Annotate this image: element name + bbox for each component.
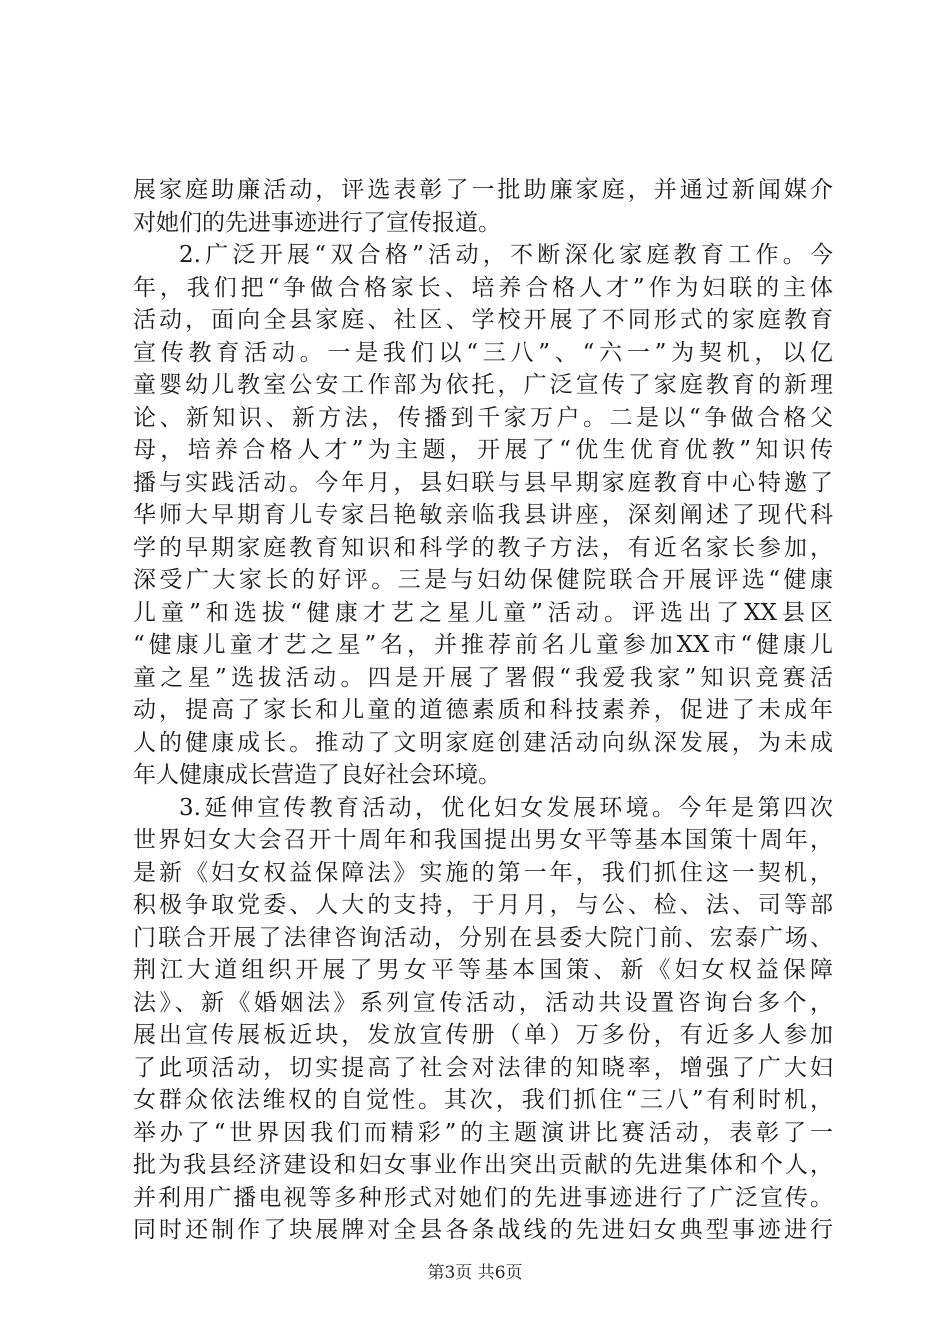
text-line: 世界妇女大会召开十周年和我国提出男女平等基本国策十周年， — [133, 827, 833, 853]
text-line: 并利用广播电视等多种形式对她们的先进事迹进行了广泛宣传。 — [133, 1184, 833, 1211]
text-line: 举办了“世界因我们而精彩”的主题演讲比赛活动，表彰了一 — [133, 1119, 833, 1146]
text-line: 活动，面向全县家庭、社区、学校开展了不同形式的家庭教育 — [133, 307, 833, 333]
body-text — [133, 174, 833, 1247]
text-line: 同时还制作了块展牌对全县各条战线的先进妇女典型事迹进行 — [133, 1217, 833, 1243]
text-line: 3.延伸宣传教育活动，优化妇女发展环境。今年是第四次 — [179, 794, 833, 821]
text-line: 了此项活动，切实提高了社会对法律的知晓率，增强了广大妇 — [133, 1054, 833, 1081]
text-line: 宣传教育活动。一是我们以“三八”、“六一”为契机，以亿 — [133, 339, 833, 366]
text-line: 动，提高了家长和儿童的道德素质和科技素养，促进了未成年 — [133, 697, 833, 723]
text-line: 展出宣传展板近块，发放宣传册（单）万多份，有近多人参加 — [133, 1022, 833, 1048]
text-line: 年，我们把“争做合格家长、培养合格人才”作为妇联的主体 — [133, 274, 833, 301]
text-line: 年人健康成长营造了良好社会环境。 — [133, 762, 501, 788]
text-line: 论、新知识、新方法，传播到千家万户。二是以“争做合格父 — [133, 404, 833, 431]
text-line: 深受广大家长的好评。三是与妇幼保健院联合开展评选“健康 — [133, 567, 833, 593]
text-line: 荆江大道组织开展了男女平等基本国策、新《妇女权益保障 — [133, 957, 833, 983]
text-line: 播与实践活动。今年月，县妇联与县早期家庭教育中心特邀了 — [133, 469, 833, 496]
text-line: 童之星”选拔活动。四是开展了署假“我爱我家”知识竞赛活 — [133, 664, 833, 691]
text-line: 母，培养合格人才”为主题，开展了“优生优育优教”知识传 — [133, 437, 833, 463]
text-line: 是新《妇女权益保障法》实施的第一年，我们抓住这一契机， — [133, 859, 833, 886]
text-line: 人的健康成长。推动了文明家庭创建活动向纵深发展，为未成 — [133, 729, 833, 756]
text-line: 积极争取党委、人大的支持，于月月，与公、检、法、司等部 — [133, 892, 833, 918]
text-line: “健康儿童才艺之星”名，并推荐前名儿童参加XX市“健康儿 — [133, 632, 833, 658]
text-line: 批为我县经济建设和妇女事业作出突出贡献的先进集体和个人， — [133, 1152, 833, 1178]
text-line: 展家庭助廉活动，评选表彰了一批助廉家庭，并通过新闻媒介 — [133, 177, 833, 203]
text-line: 2.广泛开展“双合格”活动，不断深化家庭教育工作。今 — [179, 242, 833, 268]
text-line: 学的早期家庭教育知识和科学的教子方法，有近名家长参加， — [133, 534, 833, 561]
text-line: 童婴幼儿教室公安工作部为依托，广泛宣传了家庭教育的新理 — [133, 372, 833, 398]
text-line: 儿童”和选拔“健康才艺之星儿童”活动。评选出了XX县区 — [133, 599, 833, 626]
page-footer: 第3页 共6页 — [427, 1263, 523, 1283]
text-line: 门联合开展了法律咨询活动，分别在县委大院门前、宏泰广场、 — [133, 924, 833, 951]
text-line: 女群众依法维权的自觉性。其次，我们抓住“三八”有利时机， — [133, 1087, 833, 1113]
text-line: 华师大早期育儿专家吕艳敏亲临我县讲座，深刻阐述了现代科 — [133, 502, 833, 528]
text-line: 对她们的先进事迹进行了宣传报道。 — [133, 209, 501, 236]
text-line: 法》、新《婚姻法》系列宣传活动，活动共设置咨询台多个， — [133, 989, 833, 1016]
